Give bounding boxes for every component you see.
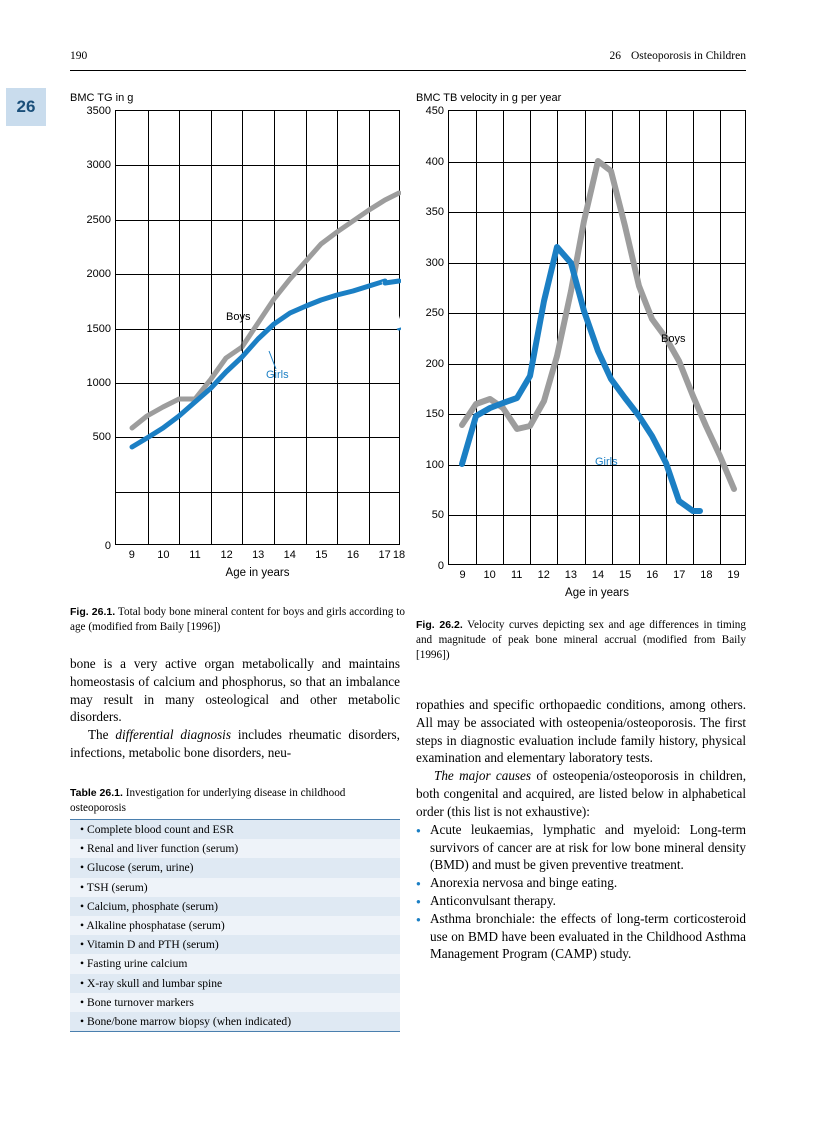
figure-2-caption-text: Velocity curves depicting sex and age differences in timing and magnitude of peak bone mineral accrual (modified from Baily [1996]) — [416, 619, 746, 661]
figure-1-xtick: 11 — [189, 549, 201, 561]
left-paragraph-1: bone is a very active organ metabolically and maintains homeostasis of calcium and phosphorus, so that an imbalance may result in many osteological and other metabolic disorders. — [70, 656, 400, 725]
figure-1-curves-overlay — [116, 111, 401, 546]
table-26-1-title-text: Investigation for underlying disease in childhood osteoporosis — [70, 787, 346, 814]
table-row: • Bone/bone marrow biopsy (when indicated) — [70, 1012, 400, 1031]
figure-2-ytick: 100 — [425, 458, 444, 471]
figure-2-xtick: 15 — [618, 569, 632, 581]
figure-2-ytick: 200 — [425, 357, 444, 370]
table-row: • Bone turnover markers — [70, 993, 400, 1012]
right-paragraph-2-tail: of osteopenia/osteoporosis in children, both congenital and acquired, are listed below in alphabetical order (this list is not exhaustive): — [416, 768, 746, 819]
figure-2-xtick: 16 — [646, 569, 659, 581]
figure-1-label-boys: Boys — [226, 311, 251, 323]
table-row: • Complete blood count and ESR — [70, 820, 400, 839]
table-row: • Renal and liver function (serum) — [70, 839, 400, 858]
figure-2 — [416, 92, 746, 599]
figure-1-xtick: 14 — [283, 549, 296, 561]
figure-1-label-girls: Girls — [266, 369, 289, 381]
figure-2-x-axis-title: Age in years — [565, 587, 629, 599]
figure-2-y-axis-title: BMC TB velocity in g per year — [416, 92, 562, 104]
figure-2-ytick: 450 — [425, 105, 444, 117]
figure-2-label-girls: Girls — [595, 456, 618, 468]
list-item: ● Anorexia nervosa and binge eating. — [416, 874, 746, 892]
table-26-1 — [70, 819, 400, 1032]
running-head — [70, 50, 746, 71]
figure-1-ytick: 0 — [104, 540, 111, 552]
table-row: • TSH (serum) — [70, 878, 400, 897]
table-row: • X-ray skull and lumbar spine — [70, 974, 400, 993]
table-26-1-label: Table 26.1. — [70, 787, 123, 799]
figure-2-caption — [416, 618, 746, 662]
figure-2-xtick: 9 — [459, 569, 466, 581]
figure-2-series-girls — [462, 247, 700, 511]
table-row: • Calcium, phosphate (serum) — [70, 897, 400, 916]
figure-1-plot — [86, 105, 406, 561]
right-paragraph-2 — [416, 767, 746, 820]
figure-1-xtick: 12 — [220, 549, 233, 561]
table-26-1-title — [70, 786, 400, 816]
figure-2-xtick: 14 — [591, 569, 605, 581]
chapter-tab: 26 — [6, 88, 46, 126]
figure-2-ytick: 400 — [425, 155, 444, 168]
figure-1-y-axis-title: BMC TG in g — [70, 92, 134, 104]
figure-1-ytick: 3500 — [86, 105, 111, 117]
figure-2-plot — [425, 105, 746, 581]
figure-1-ytick: 1500 — [86, 322, 111, 335]
figure-2-xtick: 17 — [673, 569, 686, 581]
figure-2-xtick: 10 — [483, 569, 496, 581]
left-column-body — [70, 655, 400, 762]
figure-2-ytick: 250 — [425, 307, 444, 320]
table-row: • Alkaline phosphatase (serum) — [70, 916, 400, 935]
running-head-right — [610, 50, 747, 62]
figure-2-ytick: 300 — [425, 256, 444, 269]
table-row: • Vitamin D and PTH (serum) — [70, 935, 400, 954]
running-chapter-title: Osteoporosis in Children — [631, 50, 746, 62]
figure-2-xtick: 18 — [700, 569, 713, 581]
causes-list — [416, 821, 746, 964]
figure-1-xtick: 15 — [315, 549, 328, 561]
figure-2-series-boys — [462, 161, 734, 489]
figure-1-xtick: 18 — [392, 549, 406, 561]
figure-1-ytick: 2000 — [86, 268, 111, 281]
page-number: 190 — [70, 50, 88, 62]
figure-1-xtick: 17 — [378, 549, 391, 561]
left-paragraph-2 — [70, 726, 400, 762]
figure-1-ytick: 500 — [92, 431, 111, 444]
figure-2-ytick: 150 — [425, 408, 444, 421]
figure-1-xtick: 16 — [346, 549, 360, 561]
right-paragraph-2-italic: The major causes — [434, 768, 532, 784]
list-item: ● Asthma bronchiale: the effects of long-term corticosteroid use on BMD have been evaluated in the Childhood Asthma Management Program (CAMP) study. — [416, 910, 746, 963]
figure-2-ytick: 0 — [437, 560, 444, 572]
figure-2-xtick: 11 — [510, 569, 523, 581]
figure-2-caption-label: Fig. 26.2. — [416, 619, 463, 631]
figure-2-label-boys: Boys — [661, 333, 686, 345]
figure-1-caption — [70, 605, 405, 635]
figure-2-ytick: 50 — [431, 509, 444, 522]
list-item: ● Acute leukaemias, lymphatic and myeloid: Long-term survivors of cancer are at risk for low bone mineral density (BMD) and must be given preventive treatment. — [416, 821, 746, 874]
figure-2-xtick: 12 — [537, 569, 550, 581]
left-paragraph-2-lead: The — [88, 727, 116, 743]
figure-1-ytick: 1000 — [86, 376, 111, 389]
figure-1 — [70, 92, 405, 579]
running-chapter-number: 26 — [609, 50, 621, 62]
figure-1-ytick: 2500 — [86, 213, 111, 226]
figure-2-xtick: 19 — [727, 569, 740, 581]
left-paragraph-2-tail: includes rheumatic disorders, infections, metabolic bone disorders, neu- — [70, 727, 400, 761]
figure-2-curves — [449, 111, 747, 566]
table-row: • Fasting urine calcium — [70, 954, 400, 973]
figure-2-xtick: 13 — [564, 569, 578, 581]
figure-1-caption-text: Total body bone mineral content for boys and girls according to age (modified from Baily [1996]) — [70, 606, 406, 633]
figure-1-ytick: 3000 — [86, 159, 111, 172]
figure-1-caption-label: Fig. 26.1. — [70, 606, 116, 618]
figure-1-series-girls-tail — [385, 281, 399, 283]
table-row: • Glucose (serum, urine) — [70, 858, 400, 877]
figure-2-ytick: 350 — [425, 206, 444, 219]
figure-1-xtick: 9 — [128, 549, 135, 561]
left-paragraph-2-italic: differential diagnosis — [115, 727, 231, 743]
list-item: ● Anticonvulsant therapy. — [416, 892, 746, 910]
figure-1-xtick: 10 — [157, 549, 170, 561]
right-paragraph-1: ropathies and specific orthopaedic conditions, among others. All may be associated with osteopenia/osteoporosis. The first steps in diagnostic evaluation include family history, physical examination and elementary laboratory tests. — [416, 697, 746, 766]
right-column-body — [416, 696, 746, 963]
figure-1-x-axis-title: Age in years — [225, 567, 290, 579]
figure-1-xtick: 13 — [252, 549, 265, 561]
